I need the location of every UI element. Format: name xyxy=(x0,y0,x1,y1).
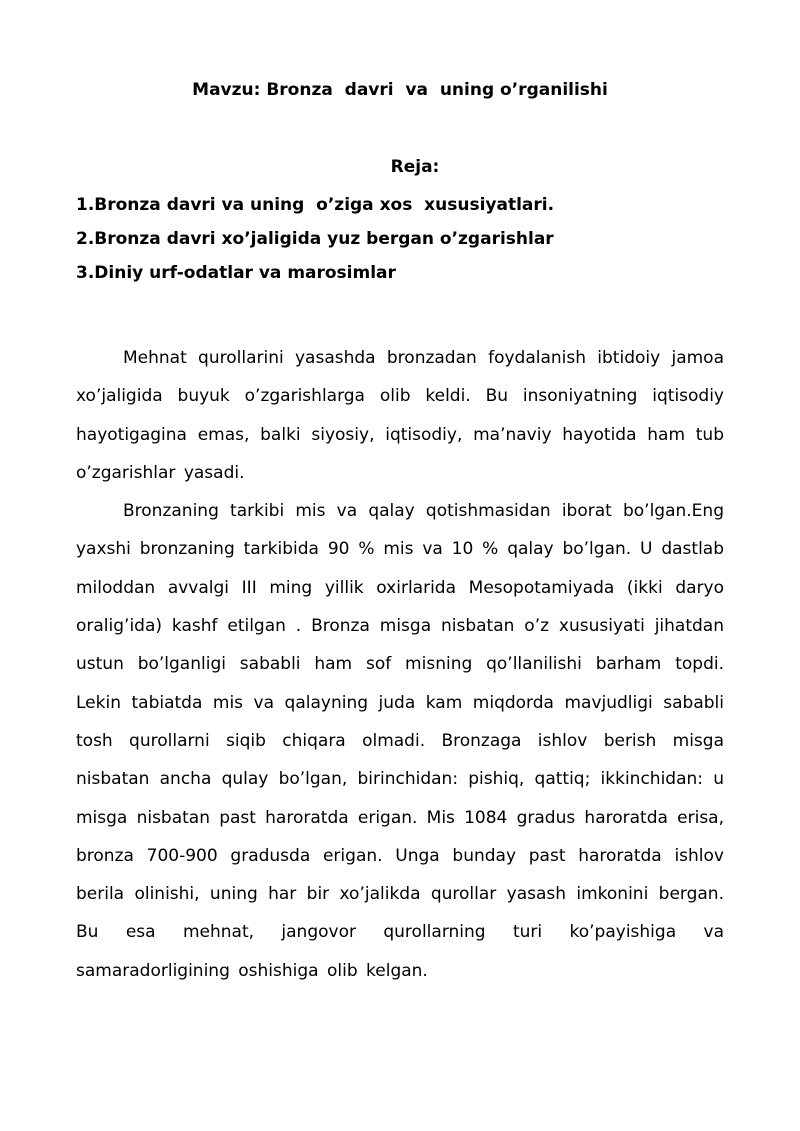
paragraph: Mehnat qurollarini yasashda bronzadan foydalanish ibtidoiy jamoa xo’jaligida buyuk o’zgarishlarga olib keldi. Bu insoniyatning iqtisodiy hayotigagina emas, balki siyosiy, iqtisodiy, ma’naviy hayotida ham tub o’zgarishlar yasadi. xyxy=(76,348,724,483)
plan-list xyxy=(76,193,736,295)
plan-item: 1.Bronza davri va uning o’ziga xos xususiyatlari. xyxy=(76,195,555,215)
plan-item: 3.Diniy urf-odatlar va marosimlar xyxy=(76,263,396,283)
document-title: Mavzu: Bronza davri va uning o’rganilishi xyxy=(192,80,608,100)
plan-heading: Reja: xyxy=(390,157,440,177)
paragraph: Bronzaning tarkibi mis va qalay qotishmasidan iborat bo’lgan.Eng yaxshi bronzaning tarkibida 90 % mis va 10 % qalay bo’lgan. U dastlab miloddan avvalgi III ming yillik oxirlarida Mesopotamiyada (ikki daryo oralig’ida) kashf etilgan . Bronza misga nisbatan o’z xususiyati jihatdan ustun bo’lganligi sababli ham sof misning qo’llanilishi barham topdi. Lekin tabiatda mis va qalayning juda kam miqdorda mavjudligi sababli tosh qurollarni siqib chiqara olmadi. Bronzaga ishlov berish misga nisbatan ancha qulay bo’lgan, birinchidan: pishiq, qattiq; ikkinchidan: u misga nisbatan past haroratda erigan. Mis 1084 gradus haroratda erisa, bronza 700-900 gradusda erigan. Unga bunday past haroratda ishlov berila olinishi, uning har bir xo’jalikda qurollar yasash imkonini bergan. Bu esa mehnat, jangovor qurollarning turi ko’payishiga va samaradorligining oshishiga olib kelgan. xyxy=(76,501,724,981)
plan-item: 2.Bronza davri xo’jaligida yuz bergan o’zgarishlar xyxy=(76,229,554,249)
body-text xyxy=(76,339,724,990)
